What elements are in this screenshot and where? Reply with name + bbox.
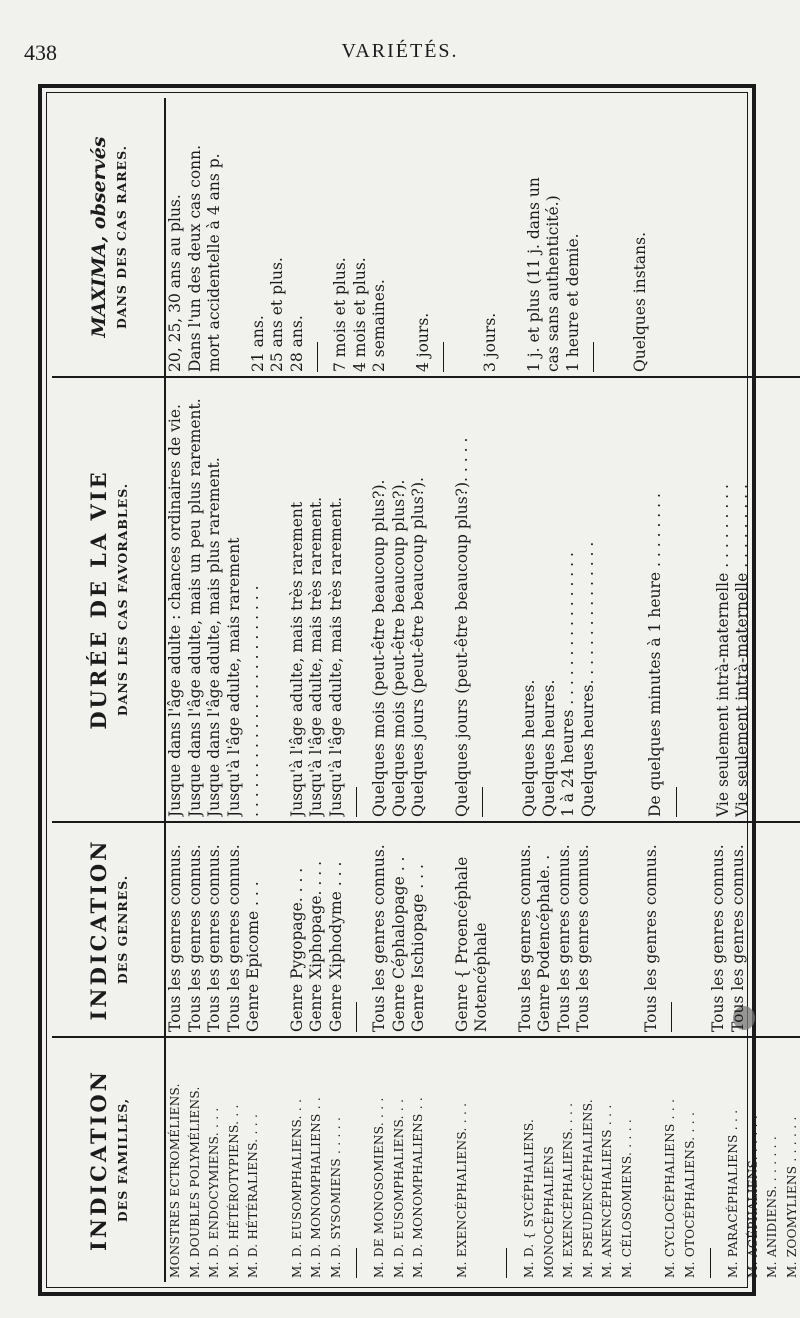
duration-line: Quelques heures. . . . . . . . . . . . . . . [578, 541, 597, 817]
genus-line: Genre Xiphodyme . . . [326, 861, 345, 1032]
genus-line: Genre Epicome . . . [244, 881, 262, 1032]
maxima-column [165, 98, 800, 377]
dash-separator [356, 787, 357, 817]
family-line: M. ANENCÉPHALIENS . . . [600, 1104, 614, 1278]
dash-separator [593, 342, 594, 372]
dash-separator [506, 1248, 507, 1278]
header-families [52, 1037, 165, 1282]
header-maxima-title: MAXIMA, observés [87, 136, 110, 338]
header-genera [52, 822, 165, 1037]
header-genera-title: INDICATION [86, 838, 111, 1021]
maxima-line: 1 j. et plus (11 j. dans un [524, 177, 543, 372]
duration-line: Vie seulement intrà-maternelle . . . . . . . . . [733, 484, 751, 817]
genus-line: Genre Pygopage. . . . [287, 867, 306, 1032]
maxima-line: 4 mois et plus. [350, 257, 369, 372]
header-maxima [52, 98, 165, 377]
header-families-subtitle: DES FAMILLES, [115, 1097, 130, 1223]
family-line: M. D. HÉTÉRALIENS. . . . [246, 1113, 260, 1278]
family-line: M. D. HÉTÉROTYPIENS. . . [226, 1104, 241, 1278]
family-line: M. PARACÉPHALIENS . . . [726, 1109, 740, 1278]
maxima-line: Dans l'un des deux cas conn. [185, 144, 204, 372]
header-families-title: INDICATION [86, 1069, 111, 1251]
table-body-row [165, 98, 800, 1282]
family-line: M. EXENCÉPHALIENS. . . . [454, 1102, 469, 1278]
genus-line: Genre { Proencéphale [452, 856, 471, 1032]
family-line: M. ZOOMYLIENS . . . . . . [784, 1116, 799, 1278]
header-maxima-subtitle: DANS DES CAS RARES. [113, 144, 129, 330]
duration-line: Jusqu'à l'âge adulte, mais très rarement. [307, 496, 325, 817]
duration-line: Vie seulement intrà-maternelle . . . . . . . . . [713, 484, 732, 817]
header-duration-title: DURÉE DE LA VIE [86, 469, 111, 730]
genus-line: Tous les genres connus. [641, 844, 660, 1032]
family-line: M. D. MONOMPHALIENS . . [411, 1096, 425, 1278]
header-duration [52, 377, 165, 822]
duration-line: Jusque dans l'âge adulte : chances ordinaires de vie. [166, 404, 184, 817]
maxima-line: 25 ans et plus. [268, 257, 286, 372]
genus-line: Tous les genres connus. [574, 844, 592, 1032]
maxima-line: 21 ans. [248, 315, 267, 372]
duration-line: 1 à 24 heures . . . . . . . . . . . . . . . . [559, 552, 577, 817]
dash-separator [356, 1002, 357, 1032]
genus-line: Tous les genres connus. [185, 844, 204, 1032]
dash-separator [482, 787, 483, 817]
family-line: MONSTRES ECTROMÉLIENS. [168, 1083, 182, 1278]
genus-line: Tous les genres connus. [224, 844, 243, 1032]
duration-line: Quelques jours (peut-être beaucoup plus?). [409, 477, 427, 817]
dash-separator [356, 1248, 357, 1278]
maxima-line: Quelques instans. [631, 231, 649, 372]
genus-line: Genre Céphalopage . . [389, 856, 408, 1032]
family-line: M. D. EUSOMPHALIENS. . . [391, 1098, 406, 1278]
families-column [165, 1037, 800, 1282]
family-line: M. OTOCÉPHALIENS. . . . [682, 1111, 697, 1278]
family-line: M. ANIDIENS. . . . . . . [765, 1135, 779, 1278]
family-line: M. DOUBLES POLYMÉLIENS. [187, 1086, 202, 1278]
dash-separator [443, 342, 444, 372]
maxima-line: mort accidentelle à 4 ans p. [205, 153, 223, 372]
family-line: M. DE MONOSOMIENS. . . . [372, 1097, 386, 1278]
maxima-line: 28 ans. [287, 315, 306, 372]
header-genera-subtitle: DES GENRES. [115, 874, 130, 985]
dash-separator [676, 787, 677, 817]
duration-line: Quelques mois (peut-être beaucoup plus?). [389, 479, 408, 817]
family-line: M. D. ENDOCYMIENS. . . . [207, 1107, 221, 1278]
genus-line: Notencéphale [472, 922, 490, 1032]
maxima-line: 3 jours. [481, 312, 499, 372]
duration-line: Jusque dans l'âge adulte, mais un peu plus rarement. [185, 398, 204, 817]
maxima-line: 4 jours. [413, 312, 432, 372]
page-number: 438 [24, 40, 57, 65]
dash-separator [671, 1002, 672, 1032]
header-duration-subtitle: DANS LES CAS FAVORABLES. [115, 482, 130, 717]
duration-line: Quelques heures. [539, 679, 558, 817]
maxima-line: 2 semaines. [370, 279, 388, 372]
family-line: M. D. SYSOMIENS . . . . . [328, 1116, 343, 1278]
maxima-line: 1 heure et demie. [563, 233, 582, 372]
family-line: MONOCÉPHALIENS [541, 1146, 556, 1278]
monster-lifespan-table [52, 98, 800, 1282]
genus-line: Genre Ischiopage . . . [409, 864, 427, 1032]
genus-line: Tous les genres connus. [205, 844, 223, 1032]
genus-line: Tous les genres connus. [709, 844, 727, 1032]
dash-separator [710, 1248, 711, 1278]
genus-line: Tous les genres connus. [515, 844, 534, 1032]
genus-line: Tous les genres connus. [554, 844, 573, 1032]
family-line: M. D. MONOMPHALIENS . . [309, 1096, 323, 1278]
duration-line: . . . . . . . . . . . . . . . . . . . . . . . . [244, 585, 262, 817]
family-line: M. D. EUSOMPHALIENS. . . [289, 1098, 304, 1278]
family-line: M. ACÉPHALIENS. . . . . . [745, 1115, 760, 1278]
family-line: M. CYCLOCÉPHALIENS . . . [663, 1098, 677, 1278]
duration-line: Jusque dans l'âge adulte, mais plus rarement. [205, 457, 223, 817]
duration-line: Jusqu'à l'âge adulte, mais rarement [224, 537, 243, 817]
family-line: M. D. { SYCÉPHALIENS. [522, 1118, 536, 1278]
duration-line: Jusqu'à l'âge adulte, mais très rarement. [326, 496, 345, 817]
rotated-table-container [52, 98, 799, 1282]
family-line: M. PSEUDENCÉPHALIENS. [580, 1099, 595, 1278]
family-line: M. EXENCÉPHALIENS. . . . [561, 1102, 575, 1278]
duration-line: Quelques jours (peut-être beaucoup plus?). . . . . [452, 437, 471, 817]
duration-line: De quelques minutes à 1 heure . . . . . . . . [646, 493, 664, 817]
genus-line: Genre Xiphopage. . . . [307, 860, 325, 1032]
duration-line: Jusqu'à l'âge adulte, mais très rarement [287, 501, 306, 817]
duration-column [165, 377, 800, 822]
maxima-line: 7 mois et plus. [331, 257, 349, 372]
genus-line: Tous les genres connus. [166, 844, 184, 1032]
running-head: VARIÉTÉS. [341, 40, 459, 62]
duration-line: Quelques heures. [520, 679, 538, 817]
genus-line: Tous les genres connus. [370, 844, 388, 1032]
maxima-line: 20, 25, 30 ans au plus. [166, 194, 184, 372]
genera-column [165, 822, 800, 1037]
genus-line: Tous les genres connus. [728, 844, 747, 1032]
duration-line: Quelques mois (peut-être beaucoup plus?). [370, 479, 388, 817]
maxima-line: cas sans authenticité.) [544, 195, 562, 372]
family-line: M. CÉLOSOMIENS. . . . . [619, 1118, 634, 1278]
genus-line: Genre Podencéphale. . [535, 854, 553, 1032]
dash-separator [317, 342, 318, 372]
